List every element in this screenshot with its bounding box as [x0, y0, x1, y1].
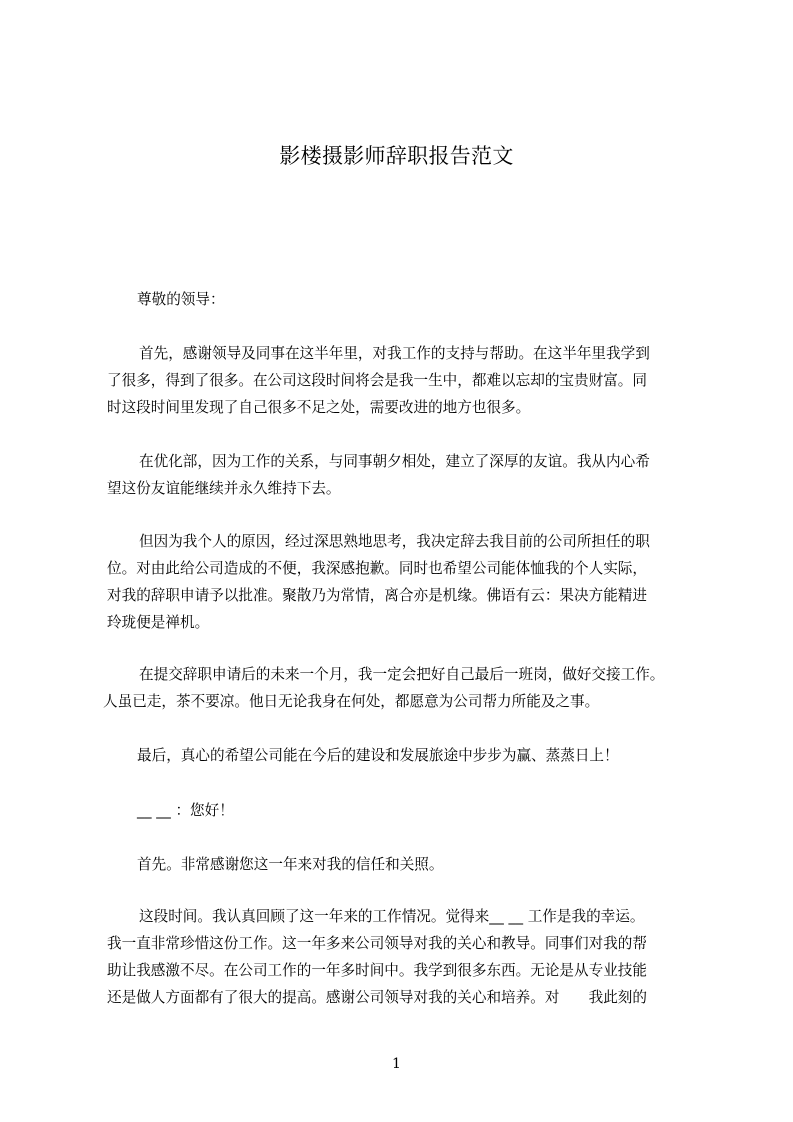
page-number: 1 [392, 1056, 401, 1072]
body-text-line: 助让我感激不尽。在公司工作的一年多时间中。我学到很多东西。无论是从专业技能 [107, 962, 647, 979]
body-text-line: 首先，感谢领导及同事在这半年里，对我工作的支持与帮助。在这半年里我学到 [139, 345, 650, 362]
document-title: 影楼摄影师辞职报告范文 [279, 144, 514, 168]
greeting-line: __ __ ：您好！ [137, 802, 234, 819]
body-text-line: 位。对由此给公司造成的不便，我深感抱歉。同时也希望公司能体恤我的个人实际， [107, 560, 647, 577]
body-text-line: 这段时间。我认真回顾了这一年来的工作情况。觉得来__ __ 工作是我的幸运。 [139, 908, 645, 925]
body-text-line: 时这段时间里发现了自己很多不足之处，需要改进的地方也很多。 [107, 399, 531, 416]
body-text-line: 但因为我个人的原因，经过深思熟地思考，我决定辞去我目前的公司所担任的职 [139, 533, 650, 550]
body-text-line: 在优化部，因为工作的关系，与同事朝夕相处，建立了深厚的友谊。我从内心希 [139, 453, 650, 470]
body-text-line: 人虽已走，茶不要凉。他日无论我身在何处，都愿意为公司帮力所能及之事。 [103, 693, 600, 710]
body-text-line: 玲珑便是禅机。 [107, 614, 210, 631]
body-text-line: 还是做人方面都有了很大的提高。感谢公司领导对我的关心和培养。对 我此刻的 [107, 989, 647, 1006]
body-text-line: 我一直非常珍惜这份工作。这一年多来公司领导对我的关心和教导。同事们对我的帮 [107, 935, 647, 952]
salutation-line: 尊敬的领导： [137, 291, 225, 308]
body-text-line: 了很多，得到了很多。在公司这段时间将会是我一生中，都难以忘却的宝贵财富。同 [107, 372, 647, 389]
body-text-line: 首先。非常感谢您这一年来对我的信任和关照。 [137, 856, 444, 873]
body-text-line: 望这份友谊能继续并永久维持下去。 [107, 480, 341, 497]
body-text-line: 对我的辞职申请予以批准。聚散乃为常情，离合亦是机缘。佛语有云：果决方能精进 [107, 587, 647, 604]
body-text-line: 最后，真心的希望公司能在今后的建设和发展旅途中步步为赢、蒸蒸日上！ [137, 747, 619, 764]
body-text-line: 在提交辞职申请后的未来一个月，我一定会把好自己最后一班岗，做好交接工作。 [139, 666, 665, 683]
